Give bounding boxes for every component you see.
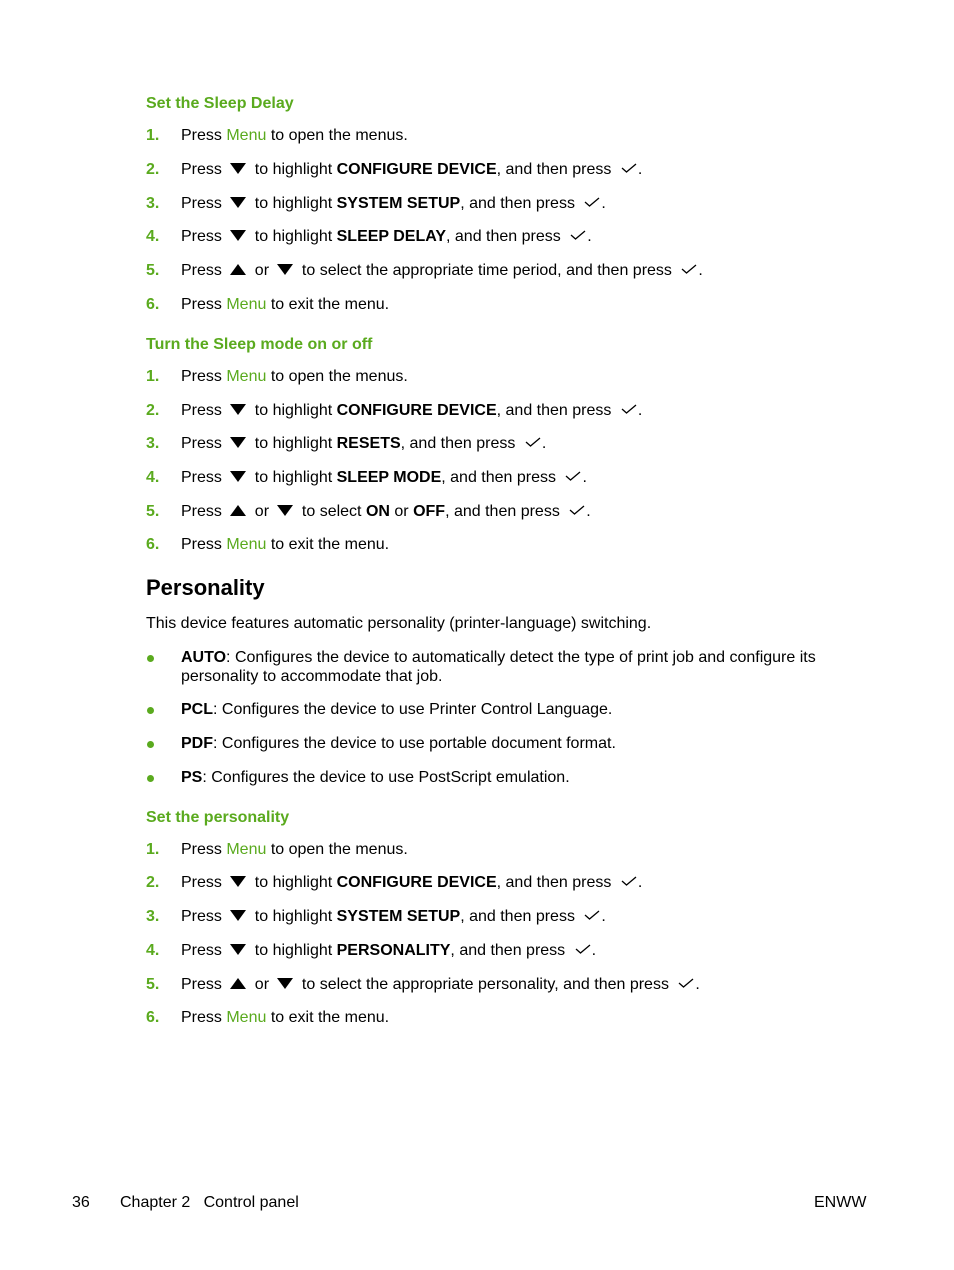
step-text: Press or to select the appropriate time period, and then press . [181, 262, 703, 279]
down-arrow-icon [230, 876, 246, 888]
step-number: 4. [146, 469, 160, 486]
section-heading-sleep-delay: Set the Sleep Delay [146, 95, 294, 112]
bullet-desc: : Configures the device to use PostScript emulation. [202, 769, 570, 786]
footer-chapter: Chapter 2 Control panel [120, 1194, 299, 1211]
checkmark-icon [678, 977, 694, 989]
down-arrow-icon [230, 163, 246, 175]
step-number: 2. [146, 161, 160, 178]
bullet-text [181, 734, 841, 753]
down-arrow-icon [277, 264, 293, 276]
checkmark-icon [584, 909, 600, 921]
bullet-text [181, 768, 841, 787]
down-arrow-icon [230, 404, 246, 416]
step-number: 6. [146, 296, 160, 313]
personality-title: Personality [146, 575, 265, 600]
checkmark-icon [569, 504, 585, 516]
step-number: 4. [146, 942, 160, 959]
checkmark-icon [584, 196, 600, 208]
step-number: 1. [146, 368, 160, 385]
menu-button-label: Menu [226, 536, 267, 553]
step-text: Press Menu to exit the menu. [181, 1009, 390, 1026]
bullet-term: PCL [181, 701, 213, 718]
bullet-term: PS [181, 769, 203, 786]
down-arrow-icon [230, 230, 246, 242]
bullet-text [181, 700, 841, 719]
step-text: Press to highlight CONFIGURE DEVICE, and then press . [181, 874, 643, 891]
checkmark-icon [621, 875, 637, 887]
bullet-icon [147, 707, 154, 714]
step-text: Press or to select ON or OFF, and then press . [181, 503, 591, 520]
step-number: 6. [146, 536, 160, 553]
step-number: 1. [146, 841, 160, 858]
menu-item-name: SLEEP MODE [336, 469, 442, 486]
step-text: Press to highlight SLEEP DELAY, and then press . [181, 228, 592, 245]
menu-item-name: CONFIGURE DEVICE [336, 874, 497, 891]
step-number: 6. [146, 1009, 160, 1026]
down-arrow-icon [230, 197, 246, 209]
bullet-desc: : Configures the device to use Printer Control Language. [213, 701, 613, 718]
step-text: Press to highlight CONFIGURE DEVICE, and then press . [181, 161, 643, 178]
down-arrow-icon [277, 505, 293, 517]
menu-item-name: ON [365, 503, 390, 520]
bullet-icon [147, 655, 154, 662]
step-number: 3. [146, 195, 160, 212]
checkmark-icon [621, 162, 637, 174]
bullet-term: AUTO [181, 649, 227, 666]
menu-item-name: OFF [413, 503, 446, 520]
menu-button-label: Menu [226, 368, 267, 385]
up-arrow-icon [230, 978, 246, 990]
menu-item-name: SLEEP DELAY [336, 228, 446, 245]
menu-button-label: Menu [226, 296, 267, 313]
step-text: Press to highlight CONFIGURE DEVICE, and then press . [181, 402, 643, 419]
personality-intro: This device features automatic personality (printer-language) switching. [146, 615, 652, 632]
down-arrow-icon [230, 471, 246, 483]
menu-button-label: Menu [226, 841, 267, 858]
checkmark-icon [575, 943, 591, 955]
bullet-icon [147, 775, 154, 782]
bullet-desc: : Configures the device to use portable document format. [213, 735, 616, 752]
menu-item-name: SYSTEM SETUP [336, 195, 461, 212]
menu-button-label: Menu [226, 127, 267, 144]
step-number: 4. [146, 228, 160, 245]
step-text: Press Menu to open the menus. [181, 127, 408, 144]
step-text: Press or to select the appropriate personality, and then press . [181, 976, 700, 993]
menu-item-name: SYSTEM SETUP [336, 908, 461, 925]
step-number: 3. [146, 908, 160, 925]
step-text: Press to highlight RESETS, and then press . [181, 435, 547, 452]
step-text: Press Menu to open the menus. [181, 368, 408, 385]
bullet-text [181, 648, 841, 686]
step-text: Press to highlight PERSONALITY, and then press . [181, 942, 597, 959]
checkmark-icon [681, 263, 697, 275]
bullet-term: PDF [181, 735, 213, 752]
up-arrow-icon [230, 505, 246, 517]
step-text: Press to highlight SYSTEM SETUP, and then press . [181, 908, 606, 925]
menu-item-name: PERSONALITY [336, 942, 451, 959]
up-arrow-icon [230, 264, 246, 276]
menu-item-name: RESETS [336, 435, 401, 452]
footer-doc-code: ENWW [814, 1194, 867, 1211]
checkmark-icon [621, 403, 637, 415]
step-number: 3. [146, 435, 160, 452]
down-arrow-icon [277, 978, 293, 990]
section-heading-sleep-mode: Turn the Sleep mode on or off [146, 336, 373, 353]
checkmark-icon [565, 470, 581, 482]
step-text: Press to highlight SYSTEM SETUP, and then press . [181, 195, 606, 212]
menu-button-label: Menu [226, 1009, 267, 1026]
step-number: 1. [146, 127, 160, 144]
checkmark-icon [525, 436, 541, 448]
down-arrow-icon [230, 910, 246, 922]
step-number: 2. [146, 874, 160, 891]
bullet-desc: : Configures the device to automatically detect the type of print job and configure its personality to accommodate that job. [181, 649, 816, 685]
down-arrow-icon [230, 944, 246, 956]
section-heading-set-personality: Set the personality [146, 809, 290, 826]
menu-item-name: CONFIGURE DEVICE [336, 161, 497, 178]
step-number: 5. [146, 262, 160, 279]
step-number: 2. [146, 402, 160, 419]
checkmark-icon [570, 229, 586, 241]
step-number: 5. [146, 976, 160, 993]
step-text: Press Menu to exit the menu. [181, 536, 390, 553]
step-number: 5. [146, 503, 160, 520]
step-text: Press to highlight SLEEP MODE, and then press . [181, 469, 587, 486]
step-text: Press Menu to open the menus. [181, 841, 408, 858]
down-arrow-icon [230, 437, 246, 449]
bullet-icon [147, 741, 154, 748]
menu-item-name: CONFIGURE DEVICE [336, 402, 497, 419]
footer-page-number: 36 [72, 1194, 90, 1211]
step-text: Press Menu to exit the menu. [181, 296, 390, 313]
